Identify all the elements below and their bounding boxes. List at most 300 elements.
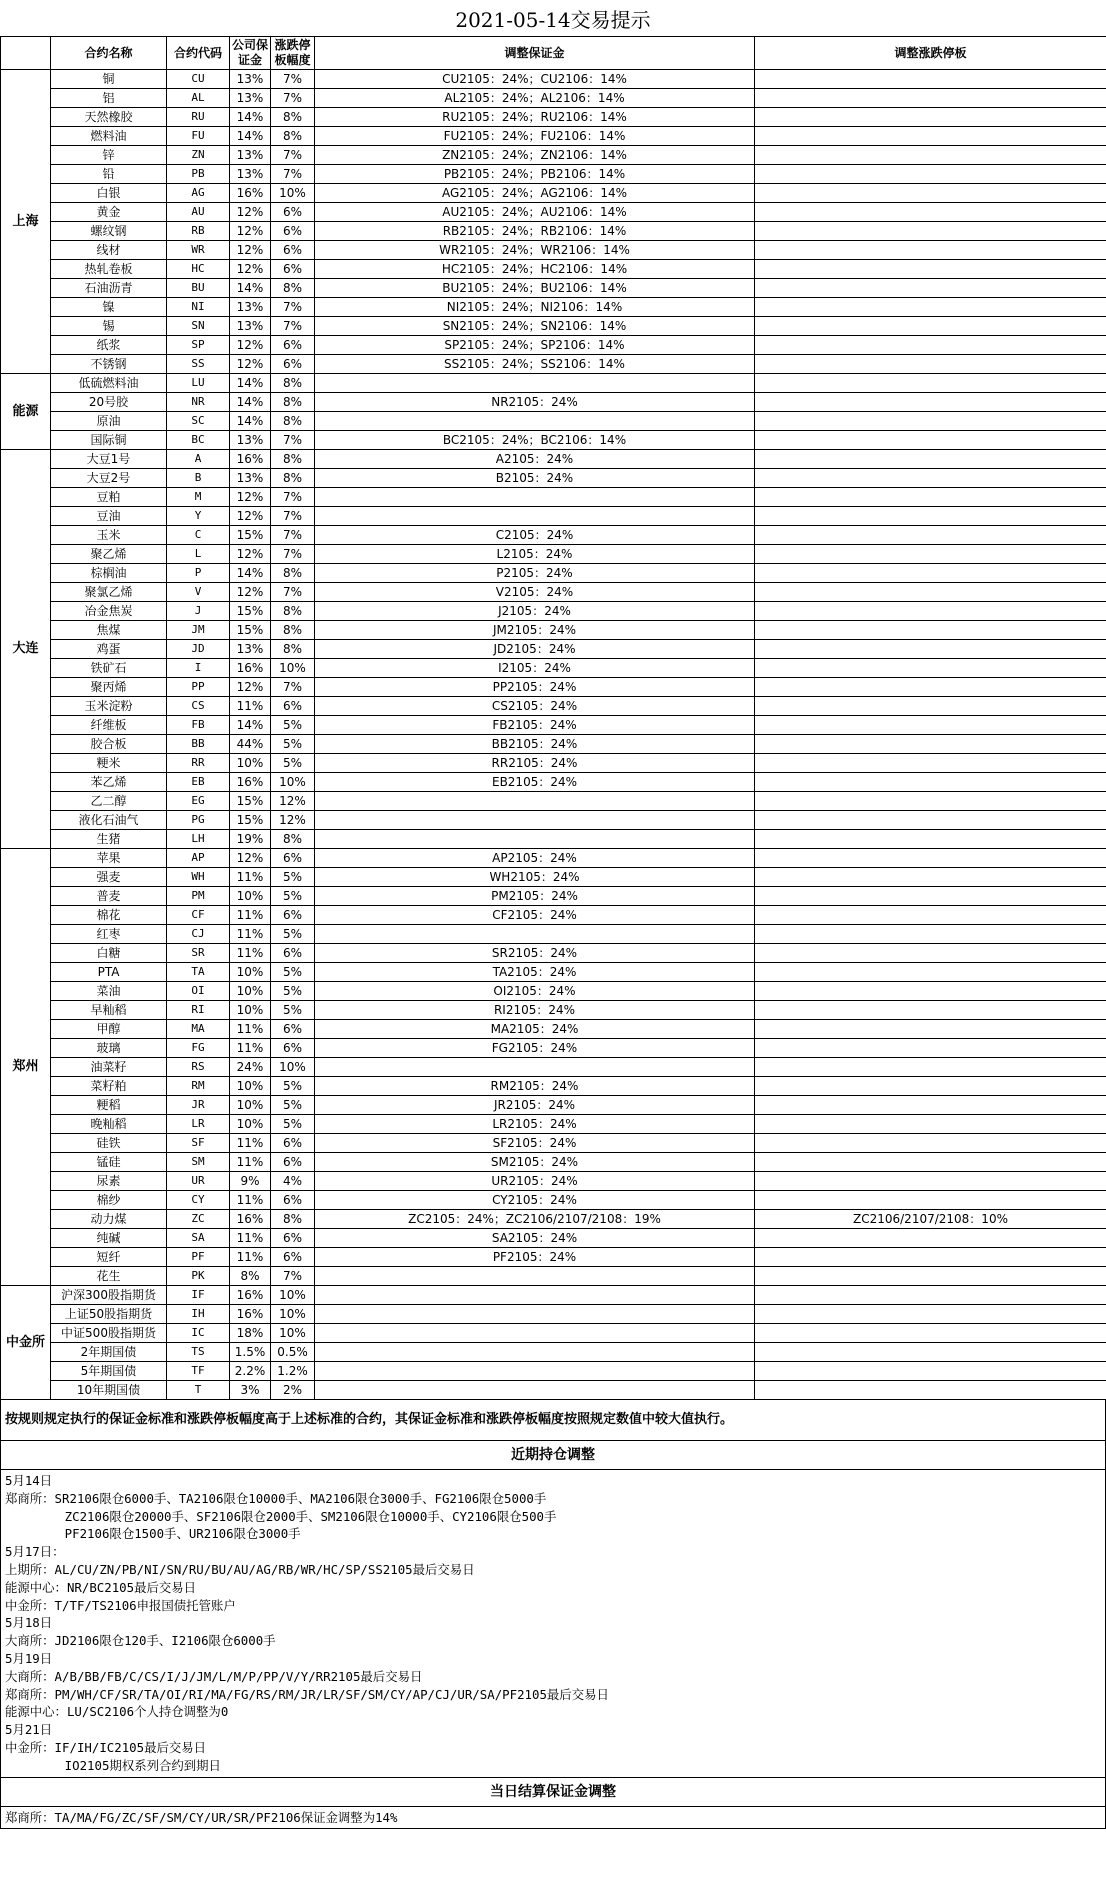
table-row [1, 1191, 1106, 1210]
adjust-limit-cell [755, 1096, 1106, 1115]
limit-range-cell: 8% [271, 393, 315, 412]
company-margin-cell: 10% [230, 1077, 271, 1096]
adjust-limit-cell [755, 659, 1106, 678]
contract-code-cell: AU [167, 203, 230, 222]
contract-code-cell: IH [167, 1305, 230, 1324]
contract-name-cell: 苯乙烯 [51, 773, 167, 792]
contract-name-cell: 锌 [51, 146, 167, 165]
contract-name-cell: 菜籽粕 [51, 1077, 167, 1096]
limit-range-cell: 7% [271, 146, 315, 165]
table-row [1, 982, 1106, 1001]
adjust-limit-cell [755, 260, 1106, 279]
adjust-limit-cell [755, 583, 1106, 602]
adjust-limit-cell [755, 716, 1106, 735]
adjust-limit-cell [755, 1153, 1106, 1172]
header-contract-code: 合约代码 [167, 37, 230, 70]
table-row [1, 602, 1106, 621]
company-margin-cell: 12% [230, 336, 271, 355]
limit-range-cell: 5% [271, 925, 315, 944]
adjust-margin-cell: L2105：24% [315, 545, 755, 564]
adjust-limit-cell [755, 374, 1106, 393]
limit-range-cell: 7% [271, 507, 315, 526]
adjust-margin-cell: CF2105：24% [315, 906, 755, 925]
notice-line: 大商所：JD2106限仓120手、I2106限仓6000手 [5, 1633, 276, 1649]
table-row [1, 754, 1106, 773]
limit-range-cell: 8% [271, 412, 315, 431]
adjust-limit-cell [755, 507, 1106, 526]
limit-range-cell: 10% [271, 1286, 315, 1305]
adjust-limit-cell [755, 469, 1106, 488]
notice-line: ZC2106限仓20000手、SF2106限仓2000手、SM2106限仓10000手、CY2106限仓500手 [5, 1508, 557, 1524]
company-margin-cell: 14% [230, 127, 271, 146]
table-row [1, 146, 1106, 165]
table-row [1, 925, 1106, 944]
contract-name-cell: 生猪 [51, 830, 167, 849]
company-margin-cell: 1.5% [230, 1343, 271, 1362]
company-margin-cell: 16% [230, 1286, 271, 1305]
limit-range-cell: 6% [271, 241, 315, 260]
contract-code-cell: SM [167, 1153, 230, 1172]
adjust-limit-cell [755, 1077, 1106, 1096]
header-exchange [1, 37, 51, 70]
limit-range-cell: 7% [271, 583, 315, 602]
table-row [1, 1210, 1106, 1229]
contract-code-cell: TF [167, 1362, 230, 1381]
adjust-margin-cell: I2105：24% [315, 659, 755, 678]
contract-name-cell: 纸浆 [51, 336, 167, 355]
adjust-limit-cell [755, 830, 1106, 849]
company-margin-cell: 19% [230, 830, 271, 849]
table-row [1, 431, 1106, 450]
table-row [1, 583, 1106, 602]
table-row [1, 355, 1106, 374]
table-row [1, 1134, 1106, 1153]
limit-range-cell: 10% [271, 1324, 315, 1343]
contract-code-cell: SR [167, 944, 230, 963]
contract-name-cell: 上证50股指期货 [51, 1305, 167, 1324]
adjust-limit-cell [755, 450, 1106, 469]
adjust-limit-cell [755, 792, 1106, 811]
limit-range-cell: 8% [271, 450, 315, 469]
contract-code-cell: RB [167, 222, 230, 241]
limit-range-cell: 7% [271, 545, 315, 564]
company-margin-cell: 13% [230, 89, 271, 108]
table-row [1, 165, 1106, 184]
contract-code-cell: TA [167, 963, 230, 982]
contract-name-cell: 纤维板 [51, 716, 167, 735]
company-margin-cell: 11% [230, 1153, 271, 1172]
adjust-margin-cell [315, 811, 755, 830]
company-margin-cell: 15% [230, 811, 271, 830]
adjust-margin-cell: CS2105：24% [315, 697, 755, 716]
table-row [1, 963, 1106, 982]
contract-code-cell: Y [167, 507, 230, 526]
contract-name-cell: 苹果 [51, 849, 167, 868]
adjust-margin-cell [315, 925, 755, 944]
company-margin-cell: 14% [230, 393, 271, 412]
adjust-margin-cell [315, 1058, 755, 1077]
adjust-margin-cell [315, 830, 755, 849]
adjust-limit-cell [755, 412, 1106, 431]
contract-name-cell: 乙二醇 [51, 792, 167, 811]
adjust-margin-cell: TA2105：24% [315, 963, 755, 982]
contract-code-cell: SP [167, 336, 230, 355]
notice-line: 中金所：IF/IH/IC2105最后交易日 [5, 1739, 207, 1755]
adjust-limit-cell [755, 1039, 1106, 1058]
contract-code-cell: RM [167, 1077, 230, 1096]
limit-range-cell: 6% [271, 1248, 315, 1267]
contract-name-cell: 焦煤 [51, 621, 167, 640]
limit-range-cell: 6% [271, 260, 315, 279]
company-margin-cell: 11% [230, 944, 271, 963]
company-margin-cell: 16% [230, 659, 271, 678]
adjust-margin-cell: RI2105：24% [315, 1001, 755, 1020]
table-row [1, 222, 1106, 241]
adjust-limit-cell [755, 298, 1106, 317]
contract-code-cell: AP [167, 849, 230, 868]
contract-code-cell: C [167, 526, 230, 545]
adjust-margin-cell: RU2105：24%；RU2106：14% [315, 108, 755, 127]
contract-code-cell: JD [167, 640, 230, 659]
limit-range-cell: 5% [271, 982, 315, 1001]
company-margin-cell: 16% [230, 773, 271, 792]
adjust-limit-cell [755, 526, 1106, 545]
table-row [1, 1305, 1106, 1324]
contract-name-cell: 石油沥青 [51, 279, 167, 298]
limit-range-cell: 7% [271, 526, 315, 545]
contract-code-cell: A [167, 450, 230, 469]
table-row [1, 70, 1106, 89]
contract-name-cell: 红枣 [51, 925, 167, 944]
company-margin-cell: 10% [230, 1001, 271, 1020]
table-body [1, 70, 1106, 1400]
adjust-limit-cell [755, 982, 1106, 1001]
contract-name-cell: 甲醇 [51, 1020, 167, 1039]
company-margin-cell: 10% [230, 1096, 271, 1115]
adjust-margin-cell: ZN2105：24%；ZN2106：14% [315, 146, 755, 165]
adjust-margin-cell: FU2105：24%；FU2106：14% [315, 127, 755, 146]
company-margin-cell: 10% [230, 963, 271, 982]
adjust-margin-cell [315, 412, 755, 431]
limit-range-cell: 5% [271, 1001, 315, 1020]
adjust-limit-cell [755, 849, 1106, 868]
contract-code-cell: IC [167, 1324, 230, 1343]
adjust-margin-cell: RM2105：24% [315, 1077, 755, 1096]
contract-name-cell: 聚氯乙烯 [51, 583, 167, 602]
adjust-margin-cell: OI2105：24% [315, 982, 755, 1001]
limit-range-cell: 6% [271, 1039, 315, 1058]
contract-name-cell: 中证500股指期货 [51, 1324, 167, 1343]
adjust-limit-cell [755, 241, 1106, 260]
adjust-limit-cell [755, 868, 1106, 887]
contract-code-cell: PB [167, 165, 230, 184]
table-row [1, 203, 1106, 222]
adjust-margin-cell: CU2105：24%；CU2106：14% [315, 70, 755, 89]
adjust-margin-cell: AL2105：24%；AL2106：14% [315, 89, 755, 108]
company-margin-cell: 11% [230, 906, 271, 925]
table-row [1, 792, 1106, 811]
contract-name-cell: 棉花 [51, 906, 167, 925]
table-row [1, 1324, 1106, 1343]
contract-name-cell: 热轧卷板 [51, 260, 167, 279]
contract-name-cell: 锰硅 [51, 1153, 167, 1172]
table-row [1, 678, 1106, 697]
company-margin-cell: 15% [230, 526, 271, 545]
table-row [1, 1229, 1106, 1248]
limit-range-cell: 12% [271, 811, 315, 830]
adjust-limit-cell [755, 1267, 1106, 1286]
adjust-margin-cell: JD2105：24% [315, 640, 755, 659]
adjust-margin-cell: BB2105：24% [315, 735, 755, 754]
contract-code-cell: EG [167, 792, 230, 811]
company-margin-cell: 13% [230, 431, 271, 450]
company-margin-cell: 12% [230, 849, 271, 868]
adjust-margin-cell: HC2105：24%；HC2106：14% [315, 260, 755, 279]
contract-code-cell: I [167, 659, 230, 678]
limit-range-cell: 8% [271, 1210, 315, 1229]
adjust-limit-cell [755, 906, 1106, 925]
company-margin-cell: 14% [230, 108, 271, 127]
company-margin-cell: 13% [230, 298, 271, 317]
limit-range-cell: 7% [271, 488, 315, 507]
contract-code-cell: RU [167, 108, 230, 127]
contract-name-cell: 天然橡胶 [51, 108, 167, 127]
company-margin-cell: 11% [230, 1229, 271, 1248]
adjust-margin-cell: SA2105：24% [315, 1229, 755, 1248]
limit-range-cell: 6% [271, 1229, 315, 1248]
contract-name-cell: 螺纹钢 [51, 222, 167, 241]
notice-line: 上期所：AL/CU/ZN/PB/NI/SN/RU/BU/AU/AG/RB/WR/HC/SP/SS2105最后交易日 [5, 1561, 475, 1577]
adjust-limit-cell [755, 697, 1106, 716]
notice-line: 中金所：T/TF/TS2106申报国债托管账户 [5, 1597, 236, 1613]
table-row [1, 887, 1106, 906]
limit-range-cell: 7% [271, 678, 315, 697]
contract-name-cell: 锡 [51, 317, 167, 336]
limit-range-cell: 10% [271, 659, 315, 678]
adjust-margin-cell: NI2105：24%；NI2106：14% [315, 298, 755, 317]
contract-code-cell: CY [167, 1191, 230, 1210]
adjust-limit-cell [755, 1381, 1106, 1400]
adjust-limit-cell [755, 355, 1106, 374]
contract-name-cell: 镍 [51, 298, 167, 317]
contract-code-cell: NR [167, 393, 230, 412]
contract-name-cell: 不锈钢 [51, 355, 167, 374]
limit-range-cell: 1.2% [271, 1362, 315, 1381]
table-row [1, 659, 1106, 678]
adjust-limit-cell [755, 184, 1106, 203]
contract-name-cell: 油菜籽 [51, 1058, 167, 1077]
adjust-limit-cell [755, 621, 1106, 640]
adjust-margin-cell: NR2105：24% [315, 393, 755, 412]
limit-range-cell: 6% [271, 849, 315, 868]
exchange-cell: 大连 [1, 450, 51, 849]
table-row [1, 1001, 1106, 1020]
company-margin-cell: 15% [230, 602, 271, 621]
company-margin-cell: 2.2% [230, 1362, 271, 1381]
table-row [1, 545, 1106, 564]
notice-line: 郑商所：TA/MA/FG/ZC/SF/SM/CY/UR/SR/PF2106保证金调整为14% [5, 1809, 398, 1825]
table-row [1, 469, 1106, 488]
contract-name-cell: 硅铁 [51, 1134, 167, 1153]
table-row [1, 279, 1106, 298]
adjust-margin-cell [315, 1286, 755, 1305]
rule-note: 按规则规定执行的保证金标准和涨跌停板幅度高于上述标准的合约，其保证金标准和涨跌停板幅度按照规定数值中较大值执行。 [0, 1400, 1106, 1441]
contract-code-cell: SC [167, 412, 230, 431]
limit-range-cell: 8% [271, 469, 315, 488]
limit-range-cell: 6% [271, 222, 315, 241]
adjust-margin-cell [315, 792, 755, 811]
adjust-limit-cell [755, 811, 1106, 830]
table-row [1, 1153, 1106, 1172]
notice-line: 郑商所：SR2106限仓6000手、TA2106限仓10000手、MA2106限仓3000手、FG2106限仓5000手 [5, 1490, 547, 1506]
adjust-margin-cell [315, 1267, 755, 1286]
contract-code-cell: PP [167, 678, 230, 697]
contract-name-cell: 玻璃 [51, 1039, 167, 1058]
adjust-margin-cell: CY2105：24% [315, 1191, 755, 1210]
company-margin-cell: 10% [230, 1115, 271, 1134]
contract-name-cell: 国际铜 [51, 431, 167, 450]
adjust-margin-cell [315, 1343, 755, 1362]
contract-name-cell: 短纤 [51, 1248, 167, 1267]
contract-name-cell: 动力煤 [51, 1210, 167, 1229]
table-row [1, 108, 1106, 127]
contract-code-cell: CF [167, 906, 230, 925]
adjust-margin-cell: RR2105：24% [315, 754, 755, 773]
limit-range-cell: 6% [271, 355, 315, 374]
adjust-limit-cell [755, 222, 1106, 241]
limit-range-cell: 8% [271, 564, 315, 583]
contract-code-cell: B [167, 469, 230, 488]
adjust-margin-cell: SM2105：24% [315, 1153, 755, 1172]
company-margin-cell: 11% [230, 1134, 271, 1153]
table-row [1, 830, 1106, 849]
adjust-margin-cell: SN2105：24%；SN2106：14% [315, 317, 755, 336]
contract-code-cell: BU [167, 279, 230, 298]
contract-name-cell: 菜油 [51, 982, 167, 1001]
adjust-limit-cell: ZC2106/2107/2108：10% [755, 1210, 1106, 1229]
adjust-limit-cell [755, 1343, 1106, 1362]
table-row [1, 1115, 1106, 1134]
contract-name-cell: 燃料油 [51, 127, 167, 146]
limit-range-cell: 7% [271, 431, 315, 450]
adjust-limit-cell [755, 1058, 1106, 1077]
contract-name-cell: 粳稻 [51, 1096, 167, 1115]
adjust-margin-cell: SP2105：24%；SP2106：14% [315, 336, 755, 355]
contract-name-cell: 纯碱 [51, 1229, 167, 1248]
adjust-limit-cell [755, 1324, 1106, 1343]
limit-range-cell: 10% [271, 184, 315, 203]
adjust-limit-cell [755, 279, 1106, 298]
company-margin-cell: 12% [230, 260, 271, 279]
table-row [1, 184, 1106, 203]
table-row [1, 298, 1106, 317]
adjust-limit-cell [755, 564, 1106, 583]
contract-code-cell: FB [167, 716, 230, 735]
header-adjust-margin: 调整保证金 [315, 37, 755, 70]
limit-range-cell: 8% [271, 127, 315, 146]
adjust-margin-cell [315, 507, 755, 526]
adjust-limit-cell [755, 488, 1106, 507]
adjust-limit-cell [755, 1191, 1106, 1210]
contract-code-cell: CJ [167, 925, 230, 944]
table-row [1, 374, 1106, 393]
contract-name-cell: 棉纱 [51, 1191, 167, 1210]
adjust-margin-cell: P2105：24% [315, 564, 755, 583]
adjust-margin-cell: RB2105：24%；RB2106：14% [315, 222, 755, 241]
adjust-margin-cell: C2105：24% [315, 526, 755, 545]
contract-code-cell: BB [167, 735, 230, 754]
table-row [1, 1267, 1106, 1286]
table-row [1, 1039, 1106, 1058]
contract-code-cell: M [167, 488, 230, 507]
company-margin-cell: 11% [230, 925, 271, 944]
limit-range-cell: 10% [271, 1305, 315, 1324]
adjust-limit-cell [755, 545, 1106, 564]
company-margin-cell: 11% [230, 1248, 271, 1267]
company-margin-cell: 16% [230, 450, 271, 469]
adjust-limit-cell [755, 925, 1106, 944]
limit-range-cell: 6% [271, 1153, 315, 1172]
company-margin-cell: 15% [230, 621, 271, 640]
company-margin-cell: 11% [230, 697, 271, 716]
limit-range-cell: 7% [271, 317, 315, 336]
table-row [1, 564, 1106, 583]
contract-name-cell: 花生 [51, 1267, 167, 1286]
contract-code-cell: UR [167, 1172, 230, 1191]
contract-name-cell: 大豆2号 [51, 469, 167, 488]
notice-line: 5月18日 [5, 1615, 53, 1631]
contract-code-cell: EB [167, 773, 230, 792]
company-margin-cell: 12% [230, 678, 271, 697]
limit-range-cell: 7% [271, 1267, 315, 1286]
contract-name-cell: 原油 [51, 412, 167, 431]
table-row [1, 735, 1106, 754]
company-margin-cell: 15% [230, 792, 271, 811]
contract-code-cell: V [167, 583, 230, 602]
settlement-margin-title: 当日结算保证金调整 [0, 1778, 1106, 1807]
adjust-limit-cell [755, 887, 1106, 906]
adjust-limit-cell [755, 127, 1106, 146]
contract-code-cell: CS [167, 697, 230, 716]
adjust-limit-cell [755, 773, 1106, 792]
contract-code-cell: MA [167, 1020, 230, 1039]
contract-name-cell: 棕榈油 [51, 564, 167, 583]
company-margin-cell: 13% [230, 146, 271, 165]
adjust-limit-cell [755, 735, 1106, 754]
contract-name-cell: 玉米淀粉 [51, 697, 167, 716]
contract-code-cell: LH [167, 830, 230, 849]
table-row [1, 716, 1106, 735]
table-row [1, 811, 1106, 830]
exchange-cell: 中金所 [1, 1286, 51, 1400]
table-row [1, 450, 1106, 469]
table-row [1, 1172, 1106, 1191]
header-contract-name: 合约名称 [51, 37, 167, 70]
notice-line: 5月19日 [5, 1650, 53, 1666]
contract-name-cell: 早籼稻 [51, 1001, 167, 1020]
company-margin-cell: 16% [230, 184, 271, 203]
contract-code-cell: OI [167, 982, 230, 1001]
adjust-limit-cell [755, 203, 1106, 222]
adjust-margin-cell: BU2105：24%；BU2106：14% [315, 279, 755, 298]
adjust-margin-cell: FB2105：24% [315, 716, 755, 735]
table-row [1, 260, 1106, 279]
limit-range-cell: 6% [271, 944, 315, 963]
contract-name-cell: 胶合板 [51, 735, 167, 754]
company-margin-cell: 8% [230, 1267, 271, 1286]
adjust-margin-cell [315, 1305, 755, 1324]
contract-code-cell: IF [167, 1286, 230, 1305]
